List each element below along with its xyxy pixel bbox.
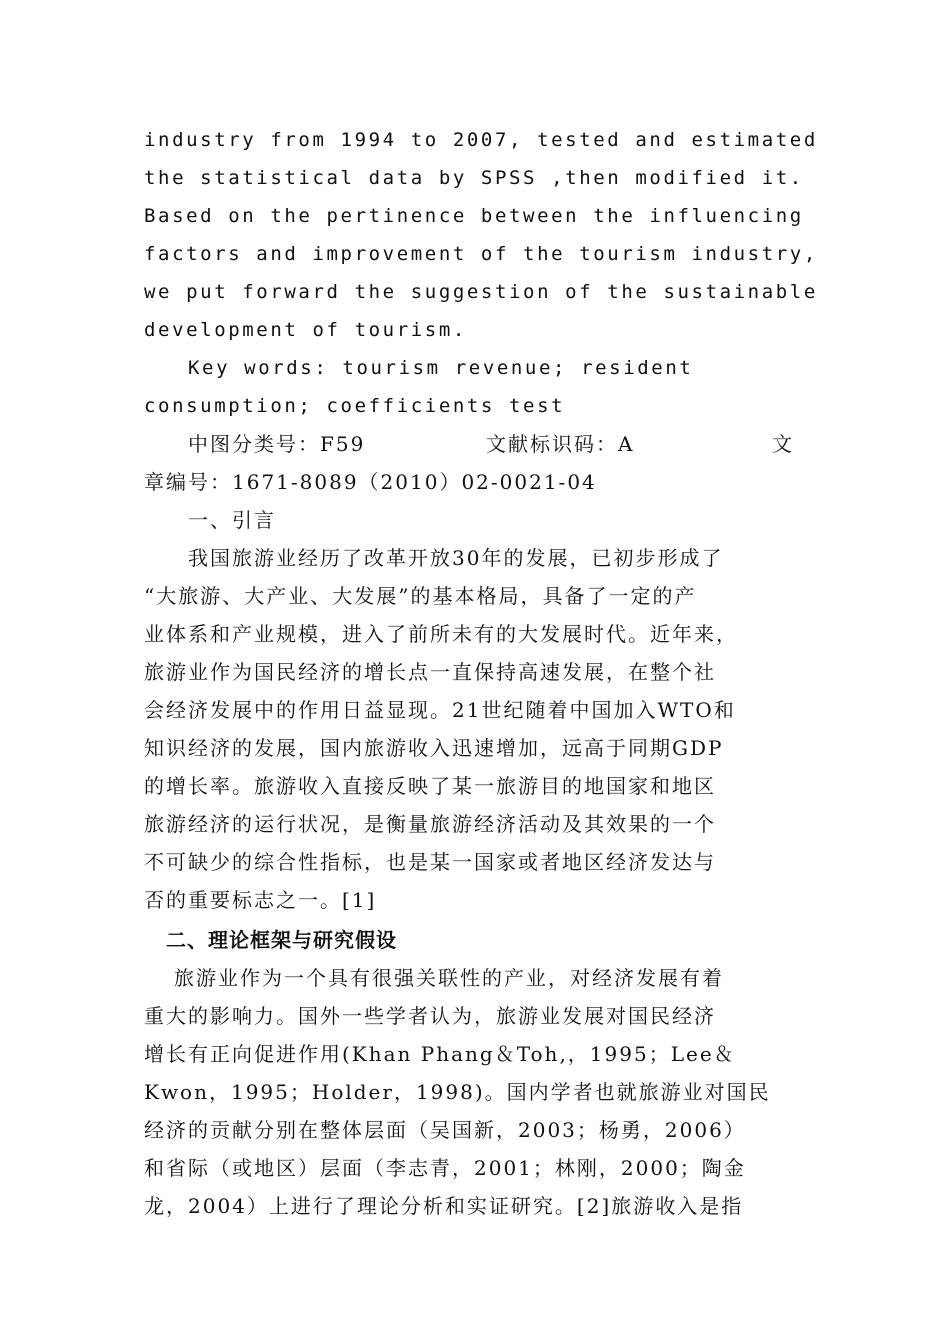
paragraph-line: 不可缺少的综合性指标，也是某一国家或者地区经济发达与 [144,850,716,874]
paragraph-line: Kwon，1995；Holder，1998)。国内学者也就旅游业对国民 [144,1080,771,1104]
abstract-line: Based on the pertinence between the influencing [144,205,804,227]
paragraph-line: 和省际（或地区）层面（李志青，2001；林刚，2000；陶金 [144,1156,746,1180]
abstract-line: the statistical data by SPSS ,then modified it. [144,167,804,189]
paragraph-line: 旅游业作为一个具有很强关联性的产业，对经济发展有着 [174,966,724,990]
keywords-line: consumption; coefficients test [144,395,566,417]
paragraph-line: 经济的贡献分别在整体层面（吴国新，2003；杨勇，2006） [144,1118,746,1142]
section-heading: 二、理论框架与研究假设 [166,928,397,952]
paragraph-line: 的增长率。旅游收入直接反映了某一旅游目的地国家和地区 [144,774,716,798]
paragraph-line: 业体系和产业规模，进入了前所未有的大发展时代。近年来， [144,622,738,646]
abstract-line: industry from 1994 to 2007, tested and estimated [144,129,818,151]
paragraph-line: 会经济发展中的作用日益显现。21世纪随着中国加入WTO和 [144,698,736,722]
paragraph-line: 龙，2004）上进行了理论分析和实证研究。[2]旅游收入是指 [144,1194,744,1218]
section-heading: 一、引言 [188,508,276,532]
abstract-line: factors and improvement of the tourism industry, [144,243,818,265]
keywords-line: Key words: tourism revenue; resident [188,357,694,379]
paragraph-line: 增长有正向促进作用(Khan Phang＆Toh,，1995；Lee＆ [144,1042,736,1066]
clc-number: 中图分类号：F59 [188,432,366,456]
paragraph-line: 重大的影响力。国外一些学者认为，旅游业发展对国民经济 [144,1004,716,1028]
paragraph-line: “大旅游、大产业、大发展”的基本格局，具备了一定的产 [144,584,697,608]
paragraph-line: 否的重要标志之一。[1] [144,888,377,912]
article-number: 章编号：1671-8089（2010）02-0021-04 [144,470,597,494]
abstract-line: we put forward the suggestion of the sustainable [144,281,818,303]
paragraph-line: 我国旅游业经历了改革开放30年的发展，已初步形成了 [188,546,724,570]
article-number-prefix: 文 [772,432,794,456]
paragraph-line: 知识经济的发展，国内旅游收入迅速增加，远高于同期GDP [144,736,724,760]
document-code: 文献标识码：A [486,432,635,456]
paragraph-line: 旅游经济的运行状况，是衡量旅游经济活动及其效果的一个 [144,812,716,836]
paragraph-line: 旅游业作为国民经济的增长点一直保持高速发展，在整个社 [144,660,716,684]
abstract-line: development of tourism. [144,319,467,341]
